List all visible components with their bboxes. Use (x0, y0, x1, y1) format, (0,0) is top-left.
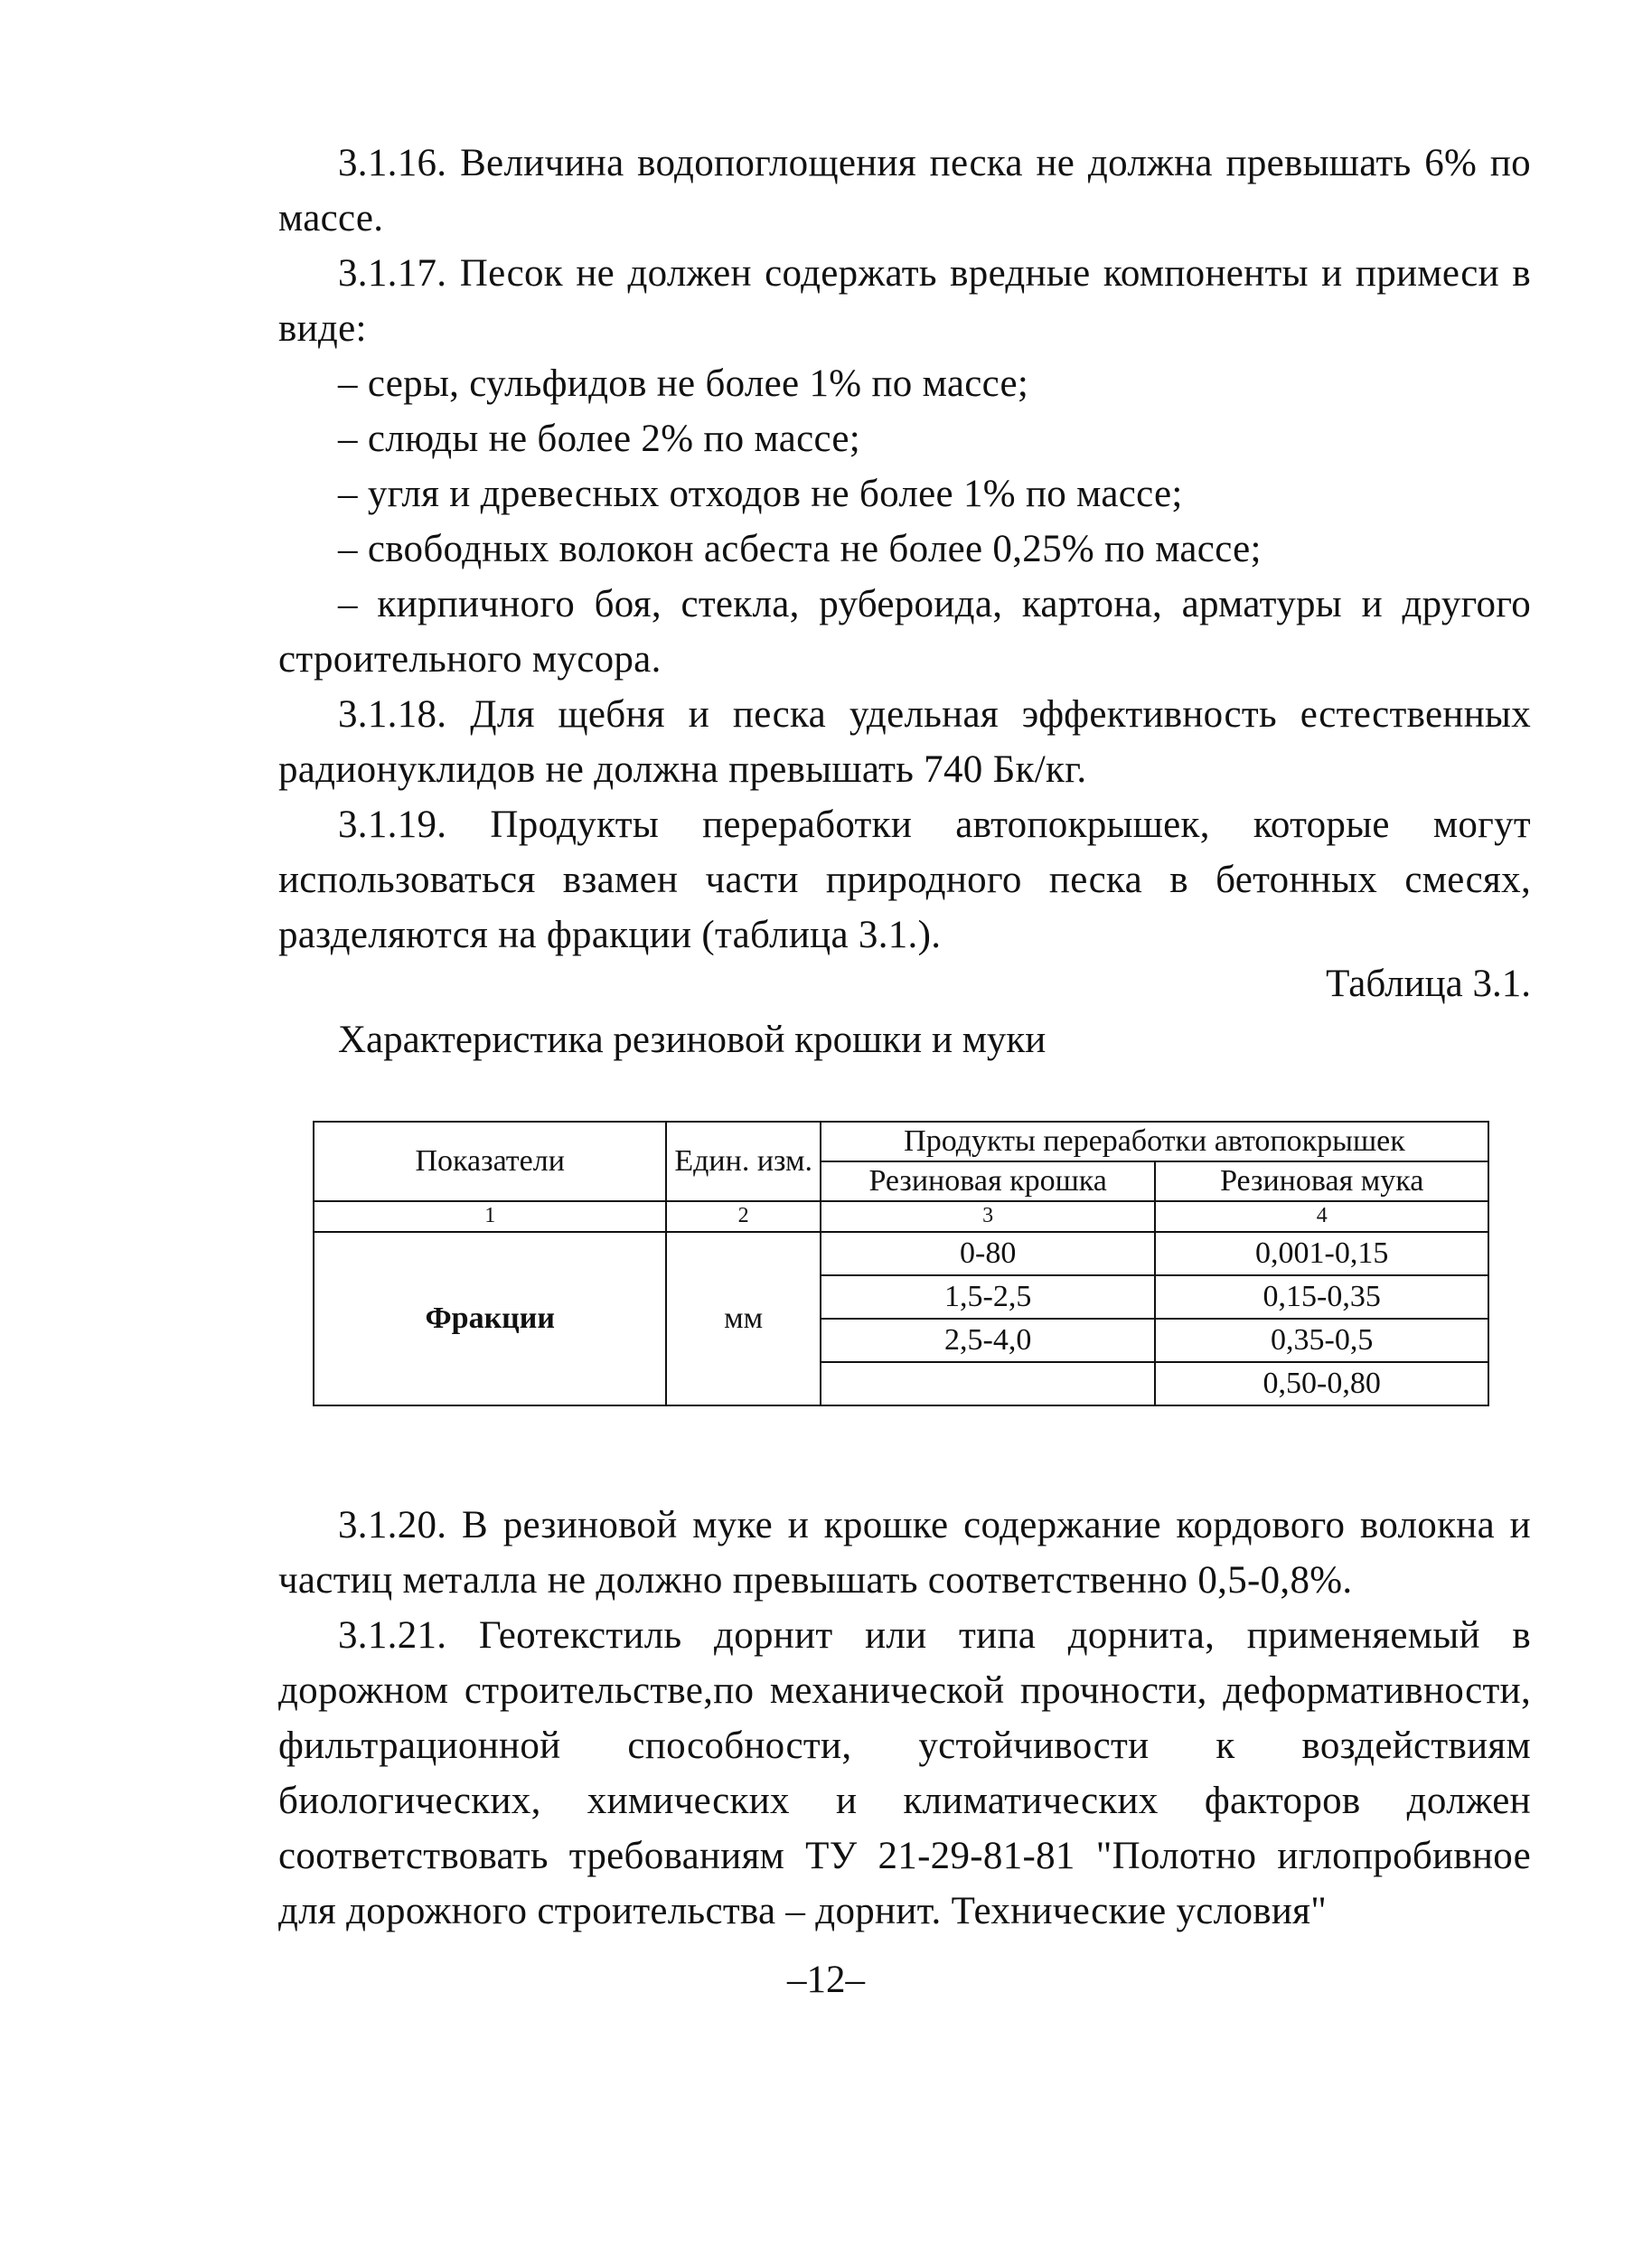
column-number: 3 (821, 1201, 1155, 1232)
column-number-row (314, 1201, 1488, 1232)
table-title: Характеристика резиновой крошки и муки (338, 1019, 1047, 1061)
table-header-row (314, 1122, 1488, 1161)
paragraph-3-1-21: 3.1.21. Геотекстиль дорнит или типа дорнита, применяемый в дорожном строительстве,по механической прочности, деформативности, фильтрационной способности, устойчивости к воздействиям биологических, химических и климатических факторов должен соответствовать требованиям ТУ 21-29-81-81 "Полотно иглопробивное для дорожного строительства – дорнит. Технические условия" (278, 1614, 1531, 1932)
crumb-value (821, 1362, 1155, 1405)
table-row (314, 1232, 1488, 1275)
list-item-sulfur: – серы, сульфидов не более 1% по массе; (338, 362, 1029, 405)
crumb-value: 2,5-4,0 (821, 1319, 1155, 1362)
crumb-value: 0-80 (821, 1232, 1155, 1275)
column-number: 2 (666, 1201, 821, 1232)
text-block-top (278, 136, 1531, 963)
page-number: –12– (787, 1959, 865, 2001)
header-rubber-flour: Резиновая мука (1155, 1161, 1488, 1201)
column-number: 4 (1155, 1201, 1488, 1232)
text-block-bottom (278, 1498, 1531, 1939)
header-group-products: Продукты переработки автопокрышек (821, 1122, 1488, 1161)
crumb-value: 1,5-2,5 (821, 1275, 1155, 1319)
paragraph-3-1-20: 3.1.20. В резиновой муке и крошке содержание кордового волокна и частиц металла не должно превышать соответственно 0,5-0,8%. (278, 1504, 1531, 1602)
paragraph-3-1-19: 3.1.19. Продукты переработки автопокрышек, которые могут использоваться взамен части природного песка в бетонных смесях, разделяются на фракции (таблица 3.1.). (278, 804, 1531, 956)
paragraph-3-1-18: 3.1.18. Для щебня и песка удельная эффективность естественных радионуклидов не должна превышать 740 Бк/кг. (278, 693, 1531, 791)
list-item-mica: – слюды не более 2% по массе; (338, 418, 861, 460)
table-number: Таблица 3.1. (1326, 963, 1531, 1005)
flour-value: 0,35-0,5 (1155, 1319, 1488, 1362)
flour-value: 0,001-0,15 (1155, 1232, 1488, 1275)
list-item-asbestos: – свободных волокон асбеста не более 0,25% по массе; (338, 528, 1262, 570)
list-item-debris: – кирпичного боя, стекла, рубероида, картона, арматуры и другого строительного мусора. (278, 583, 1531, 681)
paragraph-3-1-16: 3.1.16. Величина водопоглощения песка не должна превышать 6% по массе. (278, 142, 1531, 240)
column-number: 1 (314, 1201, 666, 1232)
header-indicators: Показатели (314, 1122, 666, 1201)
header-rubber-crumb: Резиновая крошка (821, 1161, 1155, 1201)
row-unit-mm: мм (666, 1232, 821, 1405)
flour-value: 0,15-0,35 (1155, 1275, 1488, 1319)
flour-value: 0,50-0,80 (1155, 1362, 1488, 1405)
row-label-fractions: Фракции (314, 1232, 666, 1405)
paragraph-3-1-17: 3.1.17. Песок не должен содержать вредные компоненты и примеси в виде: (278, 252, 1531, 350)
fractions-table (313, 1121, 1489, 1406)
list-item-coal: – угля и древесных отходов не более 1% по массе; (338, 473, 1183, 515)
header-unit: Един. изм. (666, 1122, 821, 1201)
